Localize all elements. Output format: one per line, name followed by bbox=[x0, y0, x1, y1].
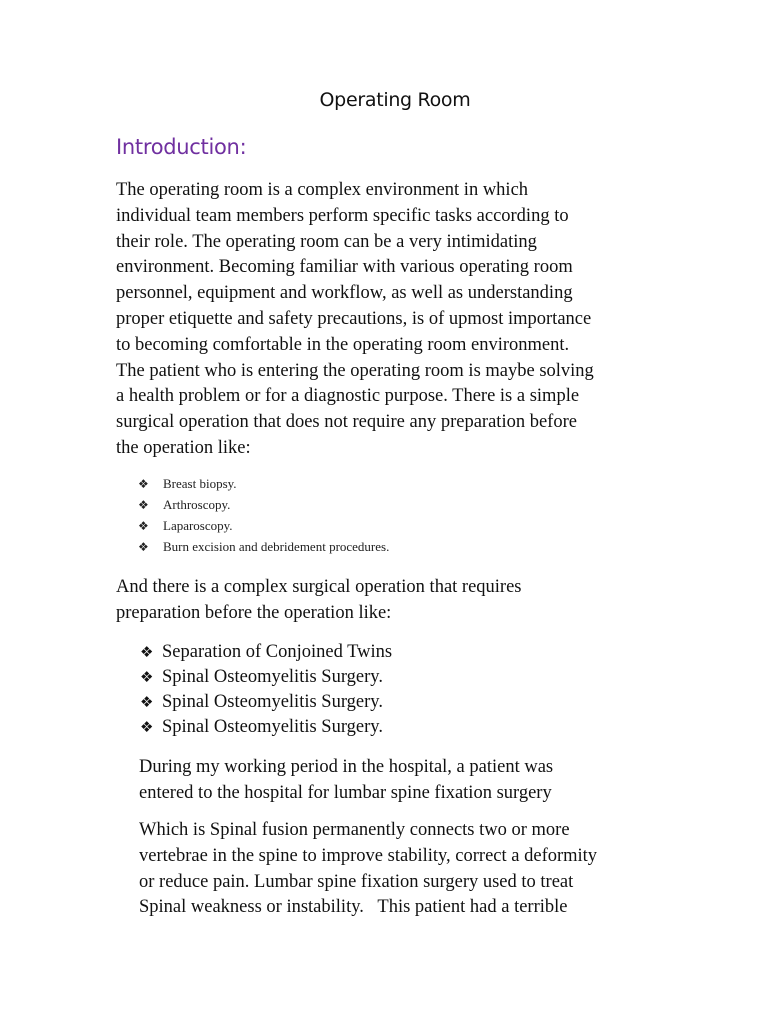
list-item-label: Breast biopsy. bbox=[163, 476, 237, 491]
text-line: And there is a complex surgical operation that requires bbox=[116, 577, 522, 597]
text-line: The operating room is a complex environment in which bbox=[116, 180, 529, 200]
diamond-bullet-icon: ❖ bbox=[140, 643, 154, 661]
text-line: Which is Spinal fusion permanently connects two or more bbox=[139, 820, 570, 840]
list-item-label: Spinal Osteomyelitis Surgery. bbox=[162, 667, 383, 687]
section-heading-introduction: Introduction: bbox=[116, 135, 247, 159]
diamond-bullet-icon: ❖ bbox=[140, 718, 154, 736]
text-line: Spinal weakness or instability. This patient had a terrible bbox=[139, 897, 568, 918]
list-item-label: Spinal Osteomyelitis Surgery. bbox=[162, 692, 383, 712]
diamond-bullet-icon: ❖ bbox=[138, 498, 149, 512]
diamond-bullet-icon: ❖ bbox=[138, 540, 149, 554]
list-item-label: Arthroscopy. bbox=[163, 497, 231, 512]
list-item-label: Spinal Osteomyelitis Surgery. bbox=[162, 717, 383, 737]
text-line: proper etiquette and safety precautions, is of upmost importance bbox=[116, 308, 592, 329]
text-line: The patient who is entering the operating room is maybe solving bbox=[116, 360, 594, 381]
text-line: During my working period in the hospital, a patient was bbox=[139, 757, 554, 777]
list-item-label: Burn excision and debridement procedures. bbox=[163, 539, 390, 554]
complex-intro-paragraph bbox=[116, 575, 616, 627]
list-item-label: Laparoscopy. bbox=[163, 518, 233, 533]
list-item-label: Separation of Conjoined Twins bbox=[162, 642, 393, 662]
list-item bbox=[140, 715, 392, 740]
text-line: or reduce pain. Lumbar spine fixation surgery used to treat bbox=[139, 871, 574, 892]
text-line: their role. The operating room can be a very intimidating bbox=[116, 231, 537, 252]
case-paragraph bbox=[139, 755, 659, 807]
list-item bbox=[140, 690, 392, 715]
diamond-bullet-icon: ❖ bbox=[138, 477, 149, 491]
text-line: surgical operation that does not require any preparation before bbox=[116, 412, 577, 433]
text-line: vertebrae in the spine to improve stability, correct a deformity bbox=[139, 845, 598, 866]
simple-operations-list bbox=[138, 473, 389, 557]
text-line: a health problem or for a diagnostic purpose. There is a simple bbox=[116, 386, 580, 407]
diamond-bullet-icon: ❖ bbox=[140, 693, 154, 711]
list-item bbox=[140, 665, 392, 690]
complex-operations-list bbox=[140, 640, 392, 740]
text-line: preparation before the operation like: bbox=[116, 602, 392, 623]
page-title: Operating Room bbox=[319, 89, 471, 111]
text-line: personnel, equipment and workflow, as well as understanding bbox=[116, 283, 573, 304]
diamond-bullet-icon: ❖ bbox=[140, 668, 154, 686]
list-item bbox=[138, 536, 389, 557]
text-line: individual team members perform specific tasks according to bbox=[116, 205, 569, 226]
fusion-paragraph bbox=[139, 818, 659, 921]
diamond-bullet-icon: ❖ bbox=[138, 519, 149, 533]
text-line: the operation like: bbox=[116, 437, 251, 458]
list-item bbox=[138, 494, 389, 515]
text-line: entered to the hospital for lumbar spine fixation surgery bbox=[139, 782, 552, 803]
text-line: environment. Becoming familiar with various operating room bbox=[116, 257, 573, 278]
list-item bbox=[140, 640, 392, 665]
intro-paragraph bbox=[116, 178, 656, 462]
list-item bbox=[138, 473, 389, 494]
list-item bbox=[138, 515, 389, 536]
text-line: to becoming comfortable in the operating room environment. bbox=[116, 334, 570, 355]
